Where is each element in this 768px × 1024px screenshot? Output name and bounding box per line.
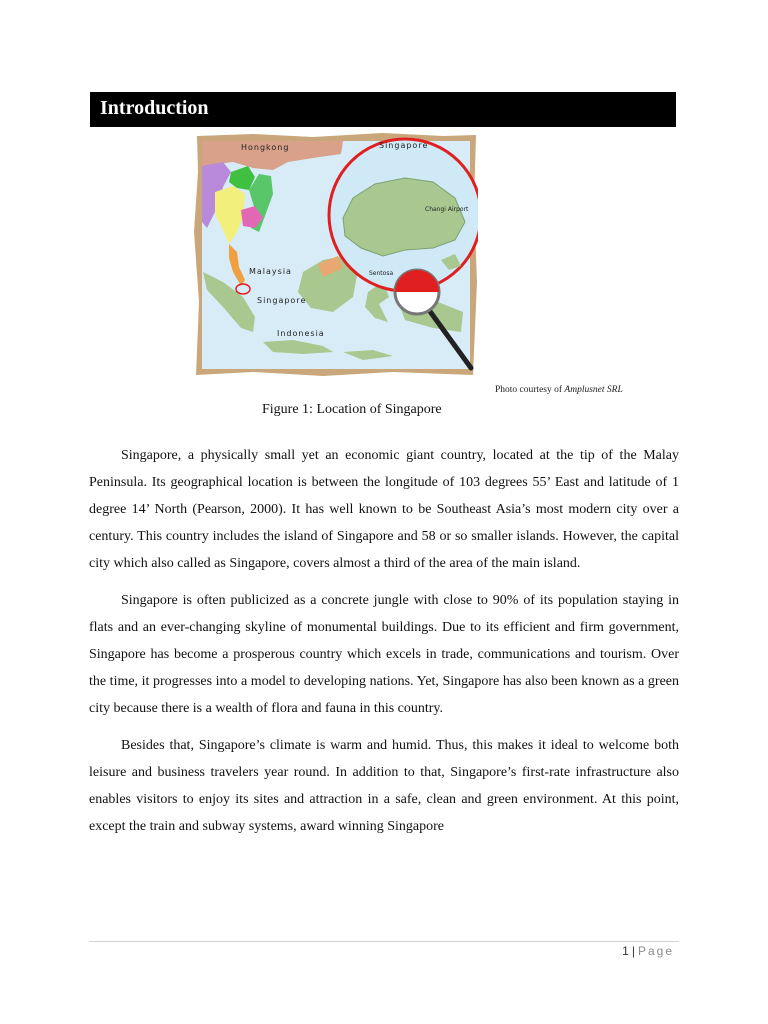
map-image [193, 132, 478, 377]
page-label: Page [637, 944, 674, 958]
section-heading: Introduction [100, 97, 209, 119]
location-map-figure [193, 132, 478, 377]
photo-credit-source: Amplusnet SRL [564, 385, 623, 395]
paragraph: Singapore, a physically small yet an economic giant country, located at the tip of the Malay Peninsula. Its geographical location is between the longitude of 103 degrees 55’ East and latitude of 1 degree 14’ North (Pearson, 2000). It has well known to be Southeast Asia’s most modern city over a century. This country includes the island of Singapore and 58 or so smaller islands. However, the capital city which also called as Singapore, covers almost a third of the area of the main island. [89, 448, 679, 571]
footer-divider [89, 941, 679, 942]
label-hongkong: Hongkong [241, 143, 290, 152]
label-malaysia: Malaysia [249, 267, 292, 276]
page-footer [622, 944, 674, 958]
label-sentosa: Sentosa [369, 270, 394, 277]
paragraph: Singapore is often publicized as a concrete jungle with close to 90% of its population staying in flats and an ever-changing skyline of monumental buildings. Due to its efficient and firm government, Singapore has become a prosperous country which excels in trade, communications and tourism. Over the time, it progresses into a model to developing nations. Yet, Singapore has also been known as a green city because there is a wealth of flora and fauna in this country. [89, 593, 679, 716]
page-number: 1 [622, 944, 629, 958]
label-changi-airport: Changi Airport [425, 206, 469, 213]
label-inset-singapore: Singapore [379, 141, 429, 150]
label-indonesia: Indonesia [277, 329, 325, 338]
label-singapore: Singapore [257, 296, 307, 305]
section-heading-bar [90, 92, 676, 127]
body-text [89, 442, 679, 850]
paragraph: Besides that, Singapore’s climate is warm and humid. Thus, this makes it ideal to welcome both leisure and business travelers year round. In addition to that, Singapore’s first-rate infrastructure also enables visitors to enjoy its sites and attraction in a safe, clean and green environment. At this point, except the train and subway systems, award winning Singapore [89, 738, 679, 834]
figure-caption: Figure 1: Location of Singapore [262, 402, 442, 417]
photo-credit [495, 385, 623, 395]
page-separator: | [631, 944, 635, 958]
photo-credit-prefix: Photo courtesy of [495, 385, 563, 395]
